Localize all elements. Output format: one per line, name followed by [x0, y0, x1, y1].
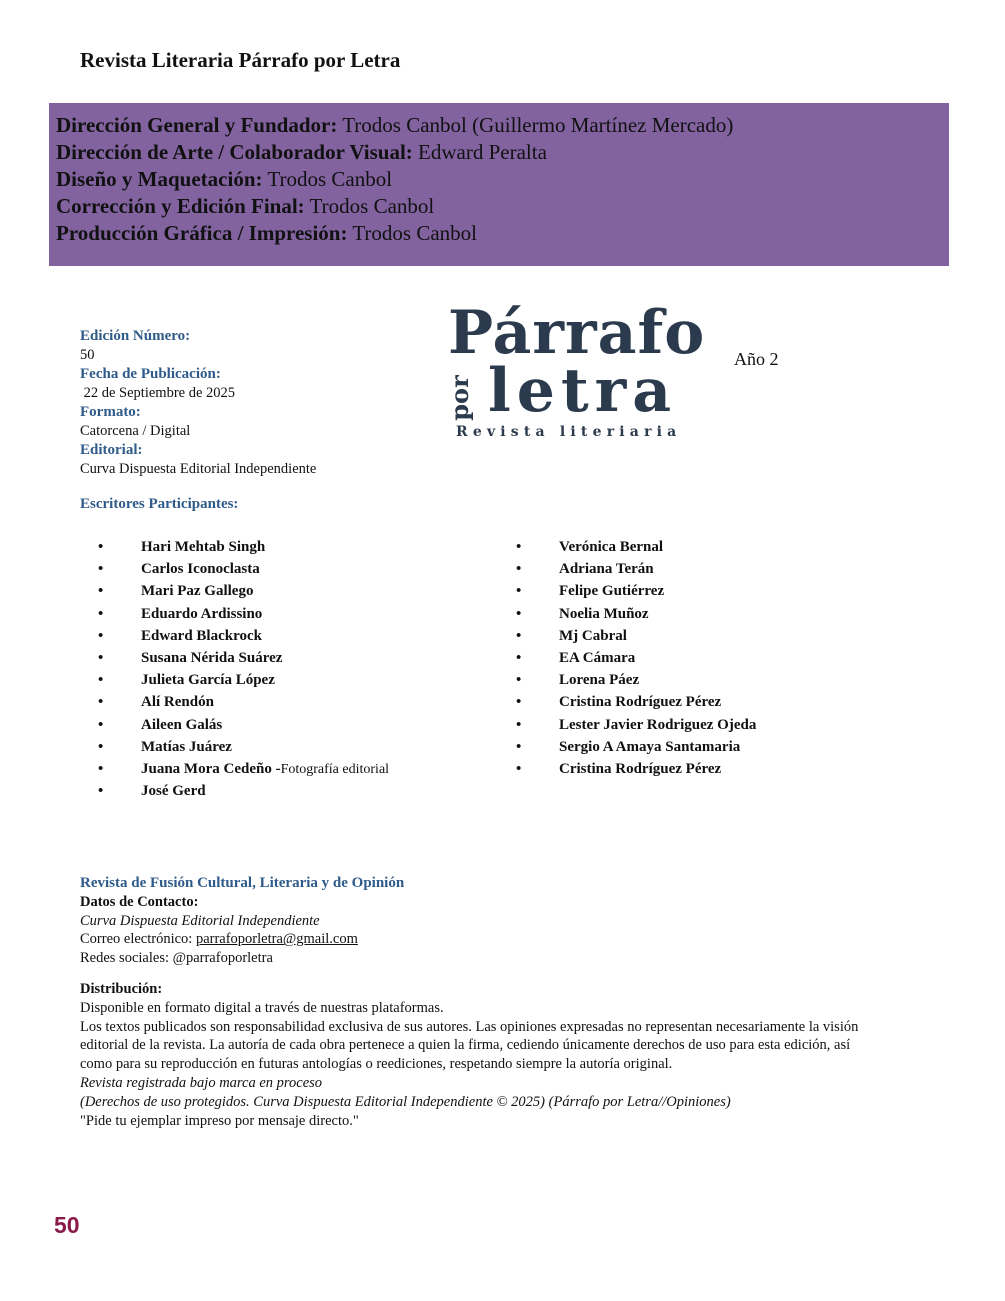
- list-item: • Sergio A Amaya Santamaria: [516, 738, 741, 755]
- list-item: • Cristina Rodríguez Pérez: [516, 760, 722, 777]
- credit-line: [56, 220, 949, 247]
- colophon: [80, 874, 880, 1130]
- disclaimer-text: Los textos publicados son responsabilidad exclusiva de sus autores. Las opiniones expresadas no representan necesariamente la visión editorial de la revista. La autoría de cada obra pertenece a quien la firma, cediendo únicamente derechos de uso para esta edición, así como para su reproducción en futuras antologías o reediciones, respetando siempre la autoría original.: [80, 1018, 859, 1073]
- credit-line: [56, 112, 949, 139]
- publisher-value: Curva Dispuesta Editorial Independiente: [80, 461, 317, 477]
- list-item: • Julieta García López: [98, 672, 275, 689]
- section-heading: Revista de Fusión Cultural, Literaria y de Opinión: [80, 875, 405, 891]
- credit-line: [56, 193, 949, 220]
- credit-value: Edward Peralta: [412, 140, 547, 164]
- list-item: • Adriana Terán: [516, 561, 654, 578]
- credit-value: Trodos Canbol: [347, 221, 478, 245]
- credit-label: Dirección General y Fundador:: [56, 113, 338, 137]
- magazine-logo: [445, 298, 718, 445]
- list-item: • Aileen Galás: [98, 716, 223, 733]
- distribution-text: Disponible en formato digital a través de nuestras plataformas.: [80, 999, 444, 1016]
- format-label: Formato:: [80, 404, 141, 420]
- list-item: • José Gerd: [98, 783, 206, 800]
- year-label: Año 2: [734, 349, 779, 369]
- date-label: Fecha de Publicación:: [80, 366, 221, 382]
- list-item: • Juana Mora Cedeño -Fotografía editorial: [98, 760, 390, 777]
- credit-value: Trodos Canbol: [262, 167, 393, 191]
- order-note: "Pide tu ejemplar impreso por mensaje directo.": [80, 1112, 359, 1129]
- email-link[interactable]: parrafoporletra@gmail.com: [195, 931, 358, 948]
- writers-heading: Escritores Participantes:: [80, 496, 239, 512]
- writer-role-note: Fotografía editorial: [280, 761, 390, 777]
- list-item: • Edward Blackrock: [98, 627, 262, 644]
- logo-word-por: por: [445, 375, 474, 421]
- list-item: • Cristina Rodríguez Pérez: [516, 694, 722, 711]
- credit-label: Producción Gráfica / Impresión:: [56, 221, 348, 245]
- email-line: Correo electrónico: parrafoporletra@gmail.com: [80, 931, 358, 948]
- format-value: Catorcena / Digital: [80, 423, 191, 439]
- contact-label: Datos de Contacto:: [80, 893, 199, 910]
- credits-box: [49, 103, 949, 266]
- list-item: • Lorena Páez: [516, 672, 640, 689]
- credit-line: [56, 139, 949, 166]
- registration-note: Revista registrada bajo marca en proceso: [80, 1074, 323, 1091]
- list-item: • EA Cámara: [516, 649, 636, 666]
- credit-label: Corrección y Edición Final:: [56, 194, 305, 218]
- magazine-title: Revista Literaria Párrafo por Letra: [80, 48, 401, 72]
- page-number: 50: [54, 1212, 80, 1238]
- list-item: • Susana Nérida Suárez: [98, 649, 283, 666]
- credit-label: Dirección de Arte / Colaborador Visual:: [56, 140, 413, 164]
- list-item: • Lester Javier Rodriguez Ojeda: [516, 716, 757, 733]
- edition-label: Edición Número:: [80, 328, 191, 344]
- edition-metadata: [80, 327, 316, 479]
- writers-list-left: [80, 536, 389, 802]
- list-item: • Verónica Bernal: [516, 539, 664, 555]
- list-item: • Eduardo Ardissino: [98, 605, 263, 622]
- credit-value: Trodos Canbol (Guillermo Martínez Mercado): [337, 113, 734, 137]
- credit-label: Diseño y Maquetación:: [56, 167, 263, 191]
- writers-list-right: [498, 536, 756, 780]
- list-item: • Noelia Muñoz: [516, 605, 649, 622]
- date-value: 22 de Septiembre de 2025: [80, 385, 236, 401]
- credit-line: [56, 166, 949, 193]
- list-item: • Matías Juárez: [98, 738, 232, 755]
- distribution-label: Distribución:: [80, 980, 163, 997]
- logo-word-letra: letra: [488, 356, 678, 426]
- contact-org: Curva Dispuesta Editorial Independiente: [80, 912, 320, 929]
- list-item: • Carlos Iconoclasta: [98, 561, 260, 578]
- credit-value: Trodos Canbol: [304, 194, 435, 218]
- list-item: • Alí Rendón: [98, 694, 214, 711]
- edition-value: 50: [80, 347, 95, 363]
- list-item: • Mari Paz Gallego: [98, 583, 254, 600]
- list-item: • Mj Cabral: [516, 627, 627, 644]
- publisher-label: Editorial:: [80, 442, 143, 458]
- social-line: Redes sociales: @parrafoporletra: [80, 950, 273, 967]
- list-item: • Felipe Gutiérrez: [516, 583, 665, 600]
- list-item: • Hari Mehtab Singh: [98, 539, 266, 555]
- logo-word-parrafo: Párrafo: [448, 298, 706, 368]
- logo-tagline: Revista literiaria: [456, 424, 682, 440]
- rights-note: (Derechos de uso protegidos. Curva Dispuesta Editorial Independiente © 2025) (Párrafo por Letra//Opiniones): [80, 1093, 731, 1110]
